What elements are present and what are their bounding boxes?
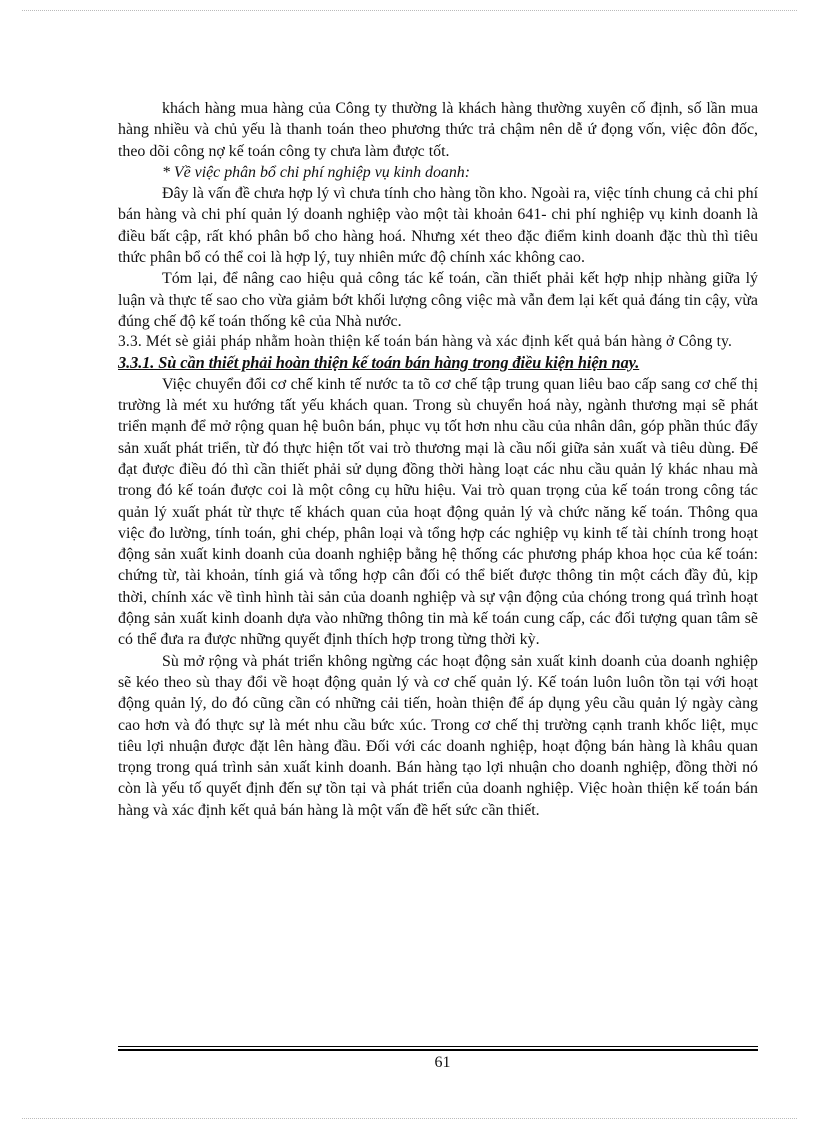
paragraph-market-transition: Việc chuyển đổi cơ chế kinh tế nước ta tõ cơ chế tập trung quan liêu bao cấp sang cơ chế thị trường là mét xu hướng tất yếu khách quan. Trong sù chuyển hoá này, ngành thương mại sẽ phát triển mạnh để mở rộng quan hệ buôn bán, phục vụ tốt hơn nhu cầu của nhân dân, góp phần thúc đẩy sản xuất phát triển, từ đó thực hiện tốt vai trò thương mại là cầu nối giữa sản xuất và tiêu dùng. Để đạt được điều đó thì cần thiết phải sử dụng đồng thời hàng loạt các nhu cầu quản lý khác nhau mà trong đó kế toán được coi là một công cụ hữu hiệu. Vai trò quan trọng của kế toán trong công tác quản lý xuất phát từ thực tế khách quan của hoạt động quản lý và chức năng kế toán. Thông qua việc đo lường, tính toán, ghi chép, phân loại và tổng hợp các nghiệp vụ kinh tế tài chính trong hoạt động sản xuất kinh doanh của doanh nghiệp bằng hệ thống các phương pháp khoa học của kế toán: chứng từ, tài khoản, tính giá và tổng hợp cân đối có thể biết được thông tin một cách đầy đủ, kịp thời, chính xác về tình hình tài sản của doanh nghiệp và sự vận động của chóng trong quá trình hoạt động sản xuất kinh doanh dựa vào những thông tin mà kế toán cung cấp, các đối tượng quan tâm sẽ có thể đưa ra được những quyết định thích hợp trong từng thời kỳ. [118,375,758,649]
paragraph-cost-allocation: Đây là vấn đề chưa hợp lý vì chưa tính cho hàng tồn kho. Ngoài ra, việc tính chung cả chi phí bán hàng và chi phí quản lý doanh nghiệp vào một tài khoản 641- chi phí nghiệp vụ kinh doanh là điều bất cập, rất khó phân bổ cho hàng hoá. Nhưng xét theo đặc điểm kinh doanh đặc thù thì tiêu thức phân bổ có thể coi là hợp lý, tuy nhiên mức độ chính xác không cao. [118,185,758,267]
page-bottom-border [22,1118,797,1119]
section-heading-3-3: 3.3. Mét sè giải pháp nhằm hoàn thiện kế toán bán hàng và xác định kết quả bán hàng ở Công ty. [118,333,733,351]
paragraph-expansion: Sù mở rộng và phát triển không ngừng các hoạt động sản xuất kinh doanh của doanh nghiệp sẽ kéo theo sù thay đổi về hoạt động quản lý và cơ chế quản lý. Kế toán luôn luôn tồn tại với hoạt động quản lý, do đó cũng cần có những cải tiến, hoàn thiện để áp dụng yêu cầu quản lý ngày càng cao hơn và đó thực sự là mét nhu cầu bức xúc. Trong cơ chế thị trường cạnh tranh khốc liệt, mục tiêu lợi nhuận được đặt lên hàng đầu. Đối với các doanh nghiệp, hoạt động bán hàng là khâu quan trọng trong quá trình sản xuất kinh doanh. Bán hàng tạo lợi nhuận cho doanh nghiệp, đồng thời nó còn là yếu tố quyết định đến sự tồn tại và phát triển của doanh nghiệp. Việc hoàn thiện kế toán bán hàng và xác định kết quả bán hàng là một vấn đề hết sức cần thiết. [118,652,758,819]
page-body [118,98,758,821]
footer-rule-thick [118,1049,758,1051]
page-top-border [22,10,797,11]
page-number: 61 [434,1054,451,1071]
footer-rule-thin [118,1046,758,1047]
paragraph-customer-debt: khách hàng mua hàng của Công ty thường là khách hàng thường xuyên cố định, số lần mua hàng nhiều và chủ yếu là thanh toán theo phương thức trả chậm nên dễ ứ đọng vốn, việc đôn đốc, theo dõi công nợ kế toán công ty chưa làm được tốt. [118,100,758,160]
paragraph-summary: Tóm lại, để nâng cao hiệu quả công tác kế toán, cần thiết phải kết hợp nhịp nhàng giữa lý luận và thực tế sao cho vừa giảm bớt khối lượng công việc mà vẫn đem lại kết quả đáng tin cậy, vừa đúng chế độ kế toán thống kê của Nhà nước. [118,270,758,330]
section-heading-3-3-1: 3.3.1. Sù cần thiết phải hoàn thiện kế toán bán hàng trong điều kiện hiện nay. [118,352,640,372]
subheading-cost-allocation: * Về việc phân bổ chi phí nghiệp vụ kinh doanh: [162,163,471,181]
